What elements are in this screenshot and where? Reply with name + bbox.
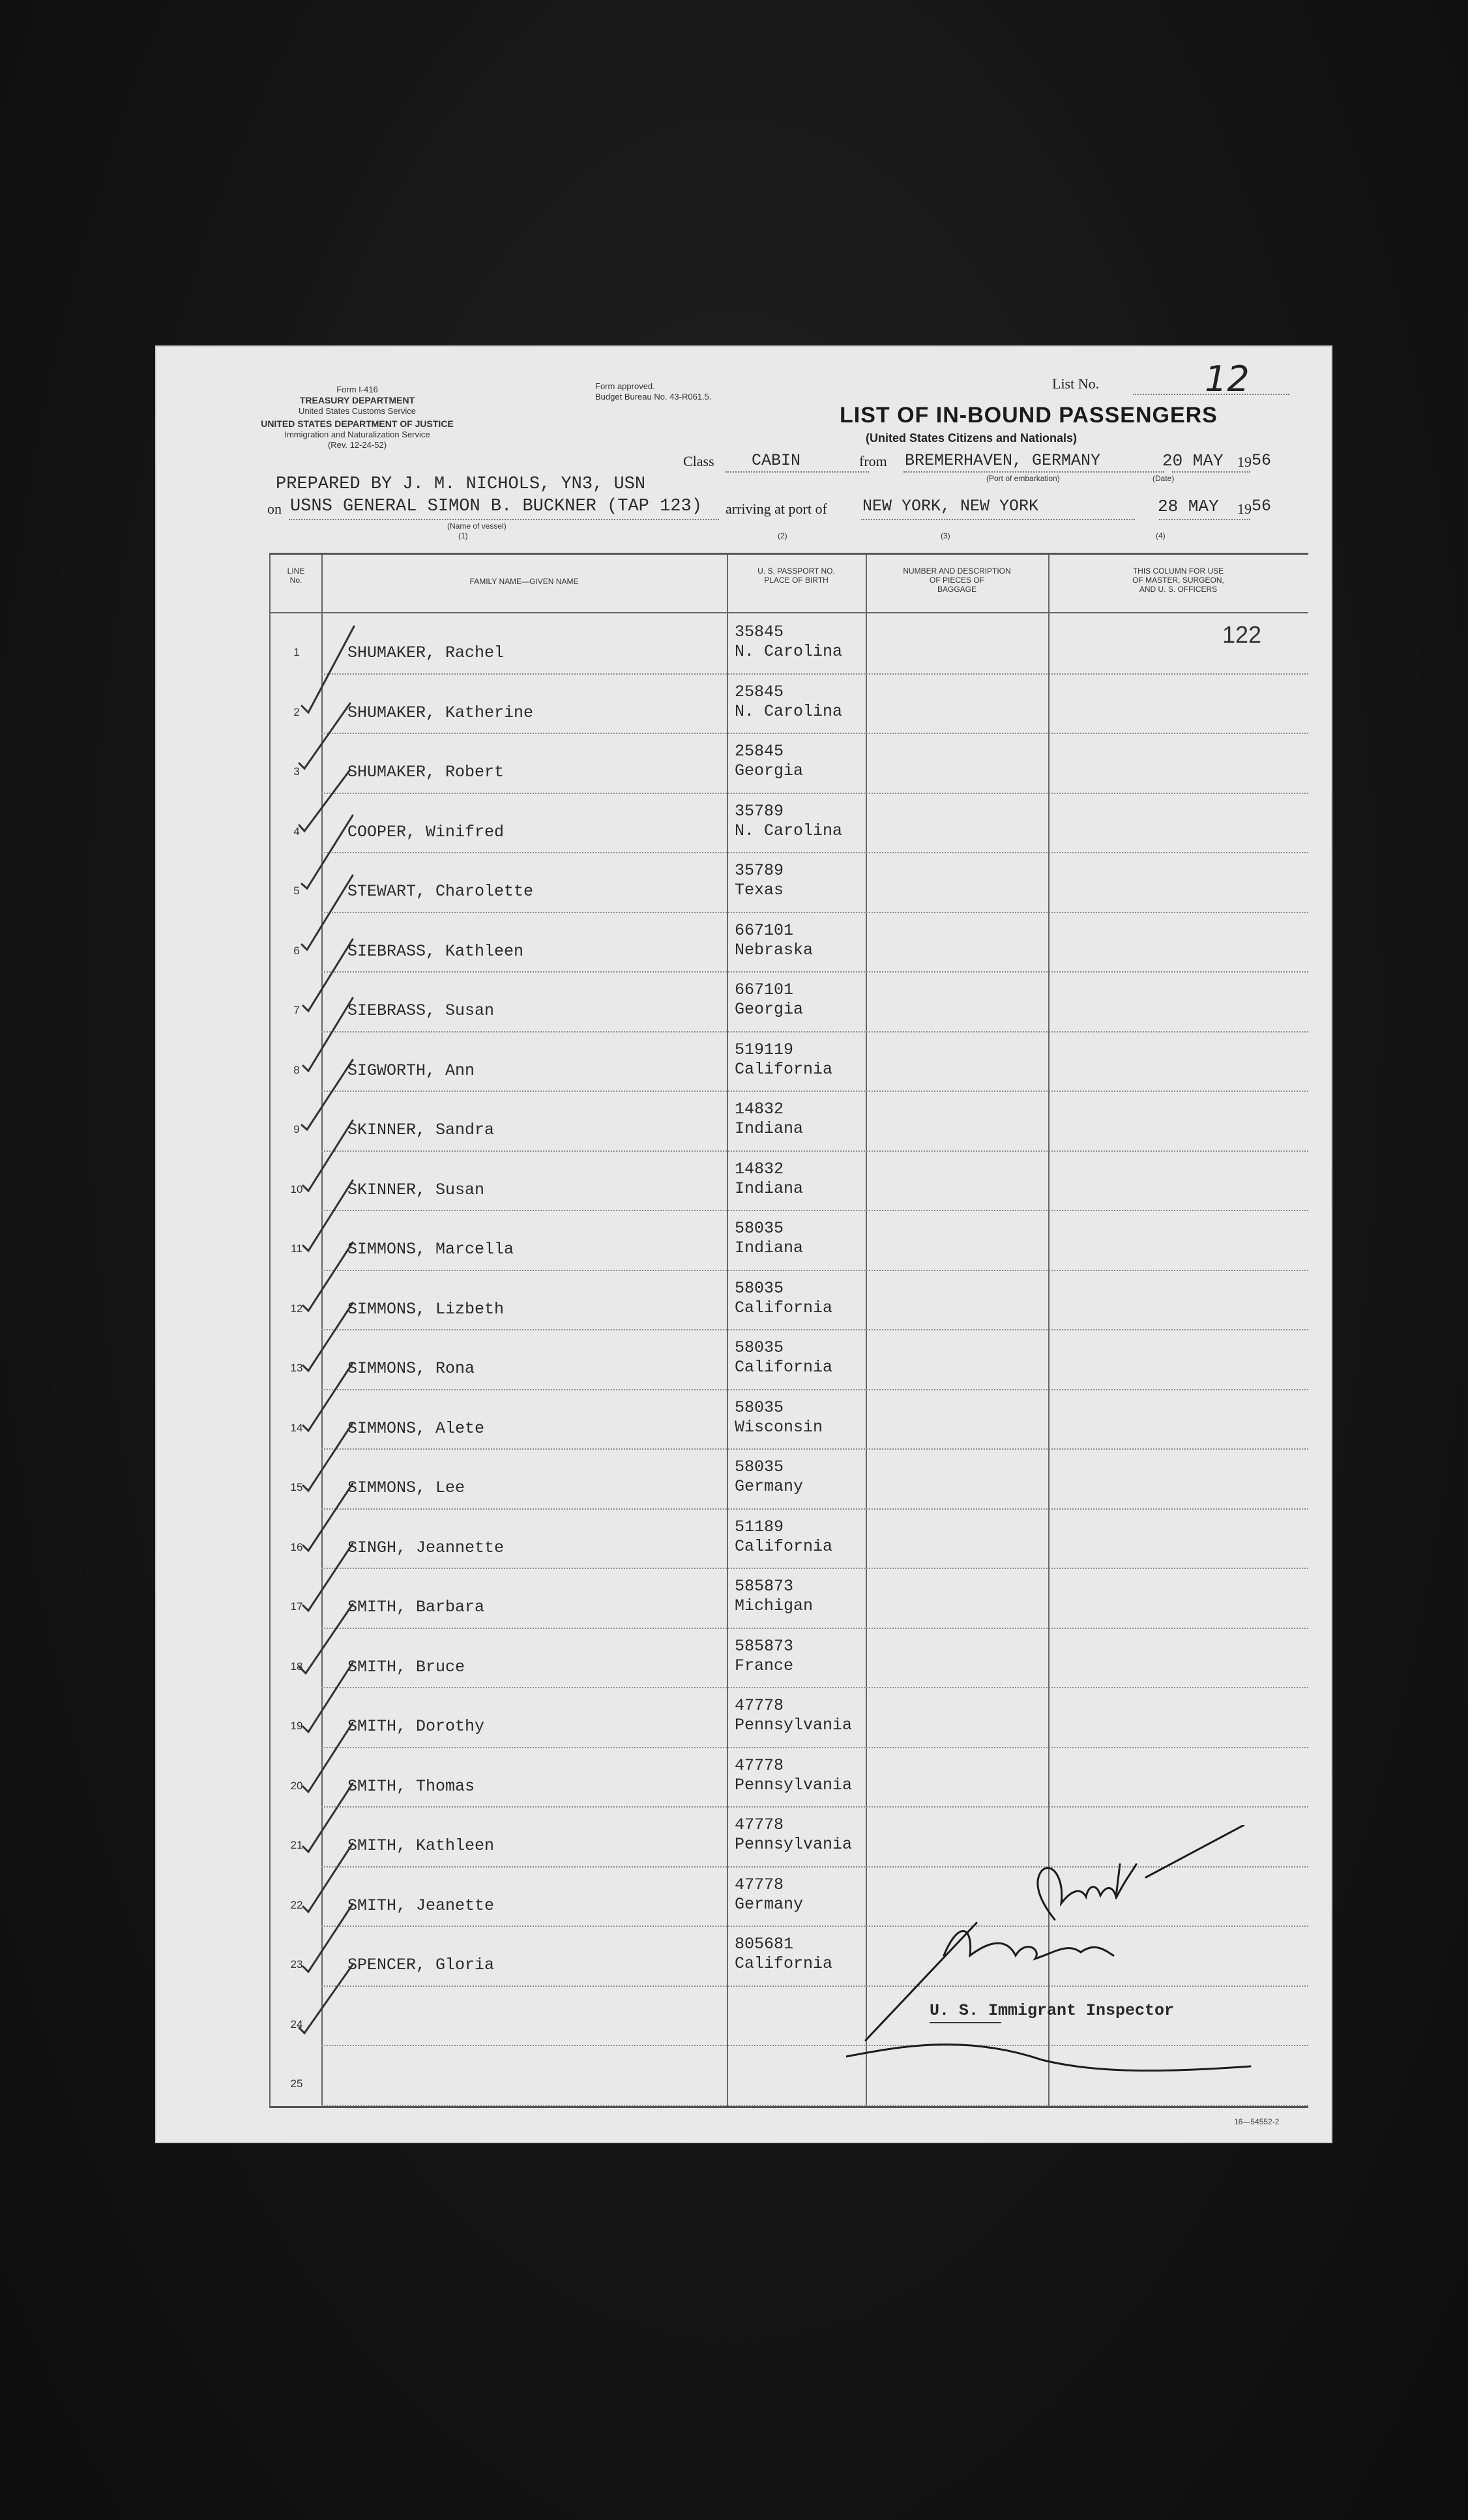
row-passport-number: 47778 [735,1755,784,1775]
check-marks [290,555,368,2106]
class-value: CABIN [752,451,801,470]
check-mark [303,939,353,1011]
row-passport-number: 667101 [735,980,794,999]
row-passenger-name: STEWART, Charolette [347,882,534,901]
arrival-date-line [1159,519,1250,520]
row-line-number: 22 [290,1898,303,1911]
col-header-baggage: NUMBER AND DESCRIPTION OF PIECES OF BAGGAGE [903,566,1011,594]
row-rule [321,1448,1308,1450]
header-rule [271,612,1308,613]
row-line-number: 5 [293,885,300,897]
row-passenger-name: SHUMAKER, Rachel [347,643,505,662]
row-place-of-birth: N. Carolina [735,642,843,661]
check-mark [303,1242,353,1311]
row-passport-number: 47778 [735,1696,784,1715]
arrival-port-line [861,519,1135,520]
row-passenger-name: SIEBRASS, Kathleen [347,941,524,961]
row-passenger-name: SMITH, Bruce [347,1657,465,1677]
col-header-line-no: LINE No. [287,566,305,585]
row-rule [321,1806,1308,1808]
revision-date: (Rev. 12-24-52) [327,440,387,450]
row-rule [321,1508,1308,1510]
row-passport-number: 58035 [735,1278,784,1298]
row-passport-number: 25845 [735,742,784,761]
row-place-of-birth: Pennsylvania [735,1775,853,1795]
approval-note: Form approved. Budget Bureau No. 43-R061.5. [595,381,712,402]
check-mark [303,1783,353,1852]
caption-1: (1) [458,531,468,540]
check-mark [303,1544,353,1611]
row-passenger-name: SMITH, Kathleen [347,1836,495,1855]
row-rule [321,2105,1308,2106]
inspector-label: U. S. Immigrant Inspector [930,2001,1175,2020]
row-place-of-birth: Pennsylvania [735,1716,853,1735]
prepared-by: PREPARED BY J. M. NICHOLS, YN3, USN [276,475,646,494]
row-passport-number: 519119 [735,1040,794,1059]
inspector-underline [930,2022,1001,2023]
embark-port: BREMERHAVEN, GERMANY [905,451,1101,470]
row-place-of-birth: California [735,1358,833,1377]
vessel-name: USNS GENERAL SIMON B. BUCKNER (TAP 123) [290,497,702,516]
check-mark [303,1723,353,1792]
list-number-label: List No. [1052,375,1100,392]
col-header-name: FAMILY NAME—GIVEN NAME [469,577,579,586]
row-passport-number: 58035 [735,1338,784,1357]
row-line-number: 15 [290,1481,303,1493]
justice-dept: UNITED STATES DEPARTMENT OF JUSTICE [261,418,454,429]
row-passport-number: 35789 [735,861,784,880]
row-place-of-birth: N. Carolina [735,701,843,721]
arriving-label: arriving at port of [726,501,827,517]
embark-line [903,471,1164,473]
col-header-officers: THIS COLUMN FOR USE OF MASTER, SURGEON, AND U. S. OFFICERS [1132,566,1224,594]
row-line-number: 19 [290,1720,303,1732]
check-mark [302,626,354,712]
row-passport-number: 14832 [735,1100,784,1119]
check-mark [299,703,350,769]
arrival-port: NEW YORK, NEW YORK [862,497,1039,516]
check-mark [299,770,350,831]
justice-header [259,418,455,450]
row-passenger-name: SINGH, Jeannette [347,1538,505,1557]
row-passenger-name: SIMMONS, Alete [347,1418,485,1438]
row-line-number: 7 [293,1004,300,1016]
row-place-of-birth: Georgia [735,761,804,780]
depart-year: 56 [1252,451,1272,470]
row-place-of-birth: Indiana [735,1179,804,1198]
row-line-number: 18 [290,1660,303,1673]
date-caption: (Date) [1152,474,1175,483]
row-rule [321,1747,1308,1748]
check-mark [299,1604,353,1673]
row-rule [321,1568,1308,1569]
row-place-of-birth: Wisconsin [735,1417,823,1437]
row-rule [321,912,1308,913]
row-place-of-birth: Georgia [735,1000,804,1019]
depart-date-line [1172,471,1250,473]
row-line-number: 16 [290,1540,303,1553]
row-passenger-name: SIEBRASS, Susan [347,1001,495,1020]
row-place-of-birth: Texas [735,881,784,900]
row-passenger-name: SMITH, Jeanette [347,1896,495,1915]
inspector-signature [846,1825,1302,2073]
row-line-number: 13 [290,1362,303,1374]
row-passenger-name: SHUMAKER, Robert [347,763,505,782]
row-passenger-name: SIMMONS, Lizbeth [347,1299,505,1319]
row-rule [321,1091,1308,1092]
caption-3: (3) [941,531,950,540]
footer-code: 16—54552-2 [1234,2117,1280,2126]
arrival-year-prefix: 19 [1237,501,1252,517]
row-line-number: 3 [293,765,300,778]
col-header-passport: U. S. PASSPORT NO. PLACE OF BIRTH [757,566,835,585]
row-rule [321,1329,1308,1330]
row-rule [321,1031,1308,1033]
row-passenger-name: SIMMONS, Marcella [347,1240,514,1259]
caption-4: (4) [1156,531,1166,540]
check-mark [299,1965,353,2033]
depart-day-month: 20 MAY [1162,451,1224,471]
check-mark [303,1904,353,1972]
check-mark [303,1423,353,1491]
row-place-of-birth: Michigan [735,1596,814,1615]
vessel-caption: (Name of vessel) [447,521,506,531]
check-mark [303,1180,353,1251]
officer-note: 122 [1222,621,1262,648]
check-mark [303,1121,353,1191]
row-place-of-birth: N. Carolina [735,821,843,840]
row-passenger-name: SPENCER, Gloria [347,1956,495,1974]
row-rule [321,793,1308,794]
row-place-of-birth: California [735,1298,833,1317]
row-line-number: 1 [293,646,300,658]
from-label: from [859,453,887,469]
row-line-number: 4 [293,825,300,838]
ins-service: Immigration and Naturalization Service [284,430,430,439]
check-mark [303,1663,353,1732]
check-mark [303,1363,353,1431]
row-line-number: 9 [293,1123,300,1135]
row-line-number: 20 [290,1779,303,1792]
row-rule [321,1210,1308,1211]
check-mark [303,1484,353,1551]
row-passport-number: 585873 [735,1577,794,1596]
row-place-of-birth: Indiana [735,1119,804,1138]
customs-service: United States Customs Service [299,406,416,416]
row-passport-number: 47778 [735,1815,784,1834]
row-passenger-name: SIGWORTH, Ann [347,1061,475,1080]
row-place-of-birth: California [735,1536,833,1556]
row-passport-number: 25845 [735,682,784,701]
embark-caption: (Port of embarkation) [986,474,1060,483]
row-line-number: 2 [293,705,300,718]
row-rule [321,971,1308,973]
row-passenger-name: SHUMAKER, Katherine [347,703,534,722]
row-rule [321,1270,1308,1271]
manifest-sheet [155,345,1332,2143]
row-passport-number: 585873 [735,1636,794,1656]
arrival-year: 56 [1252,497,1272,516]
row-passport-number: 667101 [735,920,794,940]
row-passenger-name: SKINNER, Sandra [347,1121,495,1139]
page-title: LIST OF IN-BOUND PASSENGERS [840,403,1218,428]
page-subtitle: (United States Citizens and Nationals) [866,432,1078,445]
row-line-number: 8 [293,1063,300,1076]
depart-year-prefix: 19 [1237,454,1252,470]
row-passenger-name: SMITH, Dorothy [347,1717,485,1736]
on-label: on [267,501,282,517]
row-place-of-birth: France [735,1656,794,1675]
row-rule [321,673,1308,675]
arrival-day-month: 28 MAY [1158,497,1219,516]
row-line-number: 25 [290,2077,303,2090]
list-number-value: 12 [1205,359,1250,400]
row-place-of-birth: Germany [735,1894,804,1914]
row-rule [321,1628,1308,1629]
row-place-of-birth: Germany [735,1477,804,1496]
form-header-left [259,385,455,417]
row-rule [321,733,1308,734]
row-place-of-birth: Indiana [735,1238,804,1257]
class-label: Class [683,453,714,469]
caption-2: (2) [778,531,787,540]
row-rule [321,1687,1308,1688]
row-passport-number: 14832 [735,1159,784,1179]
row-line-number: 17 [290,1600,303,1613]
row-line-number: 24 [290,2017,303,2030]
row-line-number: 11 [291,1242,302,1255]
row-place-of-birth: California [735,1954,833,1973]
check-mark [302,815,353,888]
row-passport-number: 805681 [735,1935,794,1954]
row-passenger-name: SIMMONS, Lee [347,1478,465,1497]
row-passport-number: 35789 [735,801,784,821]
row-place-of-birth: Pennsylvania [735,1835,853,1854]
row-place-of-birth: California [735,1059,833,1079]
row-passport-number: 51189 [735,1517,784,1536]
form-number: Form I-416 [336,385,378,394]
row-passenger-name: SKINNER, Susan [347,1180,485,1199]
row-passenger-name: COOPER, Winifred [347,822,505,842]
row-rule [321,1150,1308,1152]
row-line-number: 6 [293,944,300,957]
row-passport-number: 58035 [735,1458,784,1476]
row-passport-number: 58035 [735,1398,784,1417]
row-line-number: 12 [290,1302,303,1315]
row-place-of-birth: Nebraska [735,940,814,960]
row-passenger-name: SMITH, Thomas [347,1776,475,1796]
row-line-number: 23 [290,1958,303,1971]
check-mark [303,1843,353,1912]
col-divider [727,555,728,2106]
vessel-line [289,519,719,520]
row-line-number: 10 [290,1182,303,1195]
row-passport-number: 35845 [735,623,784,641]
row-line-number: 21 [290,1839,303,1851]
row-passport-number: 47778 [735,1875,784,1894]
row-passenger-name: SIMMONS, Rona [347,1359,475,1378]
row-passport-number: 58035 [735,1219,784,1238]
check-mark [303,1303,353,1371]
row-rule [321,1389,1308,1390]
check-mark [302,875,353,950]
row-line-number: 14 [290,1421,303,1434]
class-line [726,471,869,473]
row-passenger-name: SMITH, Barbara [347,1598,485,1617]
row-rule [321,852,1308,853]
treasury-dept: TREASURY DEPARTMENT [299,395,415,405]
